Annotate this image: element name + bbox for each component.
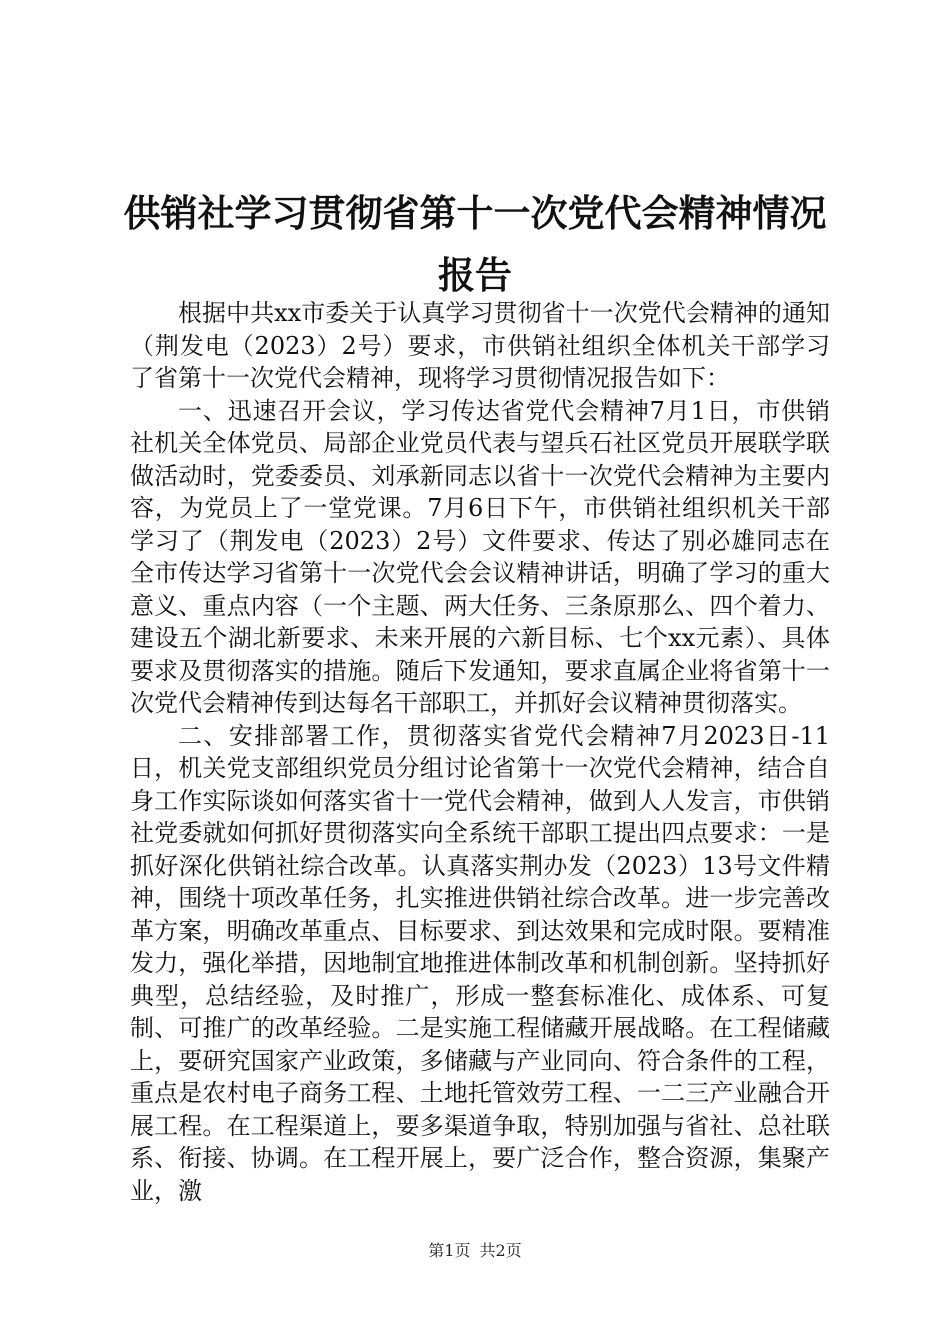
paragraph-intro: 根据中共xx市委关于认真学习贯彻省十一次党代会精神的通知（荆发电（2023）2号）要求，市供销社组织全体机关干部学习了省第十一次党代会精神，现将学习贯彻情况报告如下： — [130, 299, 830, 392]
document-title: 供销社学习贯彻省第十一次党代会精神情况报告 — [123, 191, 827, 297]
document-body — [130, 297, 830, 1207]
paragraph-section-two: 二、安排部署工作，贯彻落实省党代会精神7月2023日-11日，机关党支部组织党员分组讨论省第十一次党代会精神，结合自身工作实际谈如何落实省十一党代会精神，做到人人发言，市供销社党委就如何抓好贯彻落实向全系统干部职工提出四点要求：一是抓好深化供销社综合改革。认真落实荆办发（2023）13号文件精神，围绕十项改革任务，扎实推进供销社综合改革。进一步完善改革方案，明确改革重点、目标要求、到达效果和完成时限。要精准发力，强化举措，因地制宜地推进体制改革和机制创新。坚持抓好典型，总结经验，及时推广，形成一整套标准化、成体系、可复制、可推广的改革经验。二是实施工程储藏开展战略。在工程储藏上，要研究国家产业政策，多储藏与产业同向、符合条件的工程，重点是农村电子商务工程、土地托管效劳工程、一二三产业融合开展工程。在工程渠道上，要多渠道争取，特别加强与省社、总社联系、衔接、协调。在工程开展上，要广泛合作，整合资源，集聚产业，激 — [130, 721, 830, 1205]
page-footer — [0, 1240, 950, 1262]
page-total: 共2页 — [479, 1241, 522, 1260]
page-number: 第1页 — [428, 1241, 471, 1260]
paragraph-section-one: 一、迅速召开会议，学习传达省党代会精神7月1日，市供销社机关全体党员、局部企业党员代表与望兵石社区党员开展联学联做活动时，党委委员、刘承新同志以省十一次党代会精神为主要内容，为党员上了一堂党课。7月6日下午，市供销社组织机关干部学习了（荆发电（2023）2号）文件要求、传达了别必雄同志在全市传达学习省第十一次党代会会议精神讲话，明确了学习的重大意义、重点内容（一个主题、两大任务、三条原那么、四个着力、建设五个湖北新要求、未来开展的六新目标、七个xx元素）、具体要求及贯彻落实的措施。随后下发通知，要求直属企业将省第十一次党代会精神传到达每名干部职工，并抓好会议精神贯彻落实。 — [130, 396, 830, 717]
